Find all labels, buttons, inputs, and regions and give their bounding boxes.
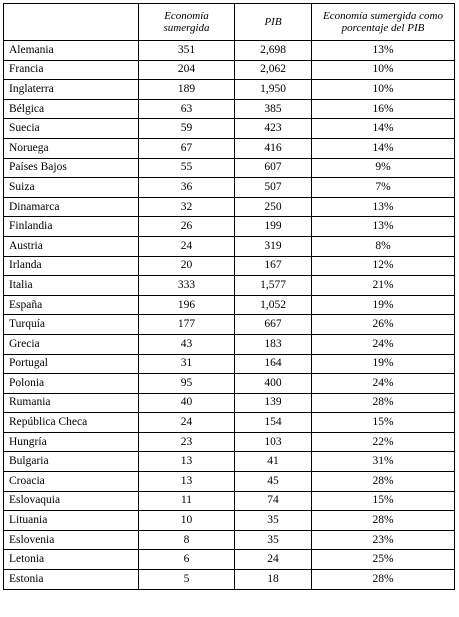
cell-percentage: 14% <box>312 138 455 158</box>
cell-gdp: 416 <box>235 138 312 158</box>
cell-shadow-economy: 24 <box>139 413 235 433</box>
cell-gdp: 45 <box>235 472 312 492</box>
cell-gdp: 1,577 <box>235 276 312 296</box>
cell-country: España <box>4 295 139 315</box>
table-row <box>4 393 455 413</box>
cell-percentage: 28% <box>312 511 455 531</box>
cell-shadow-economy: 177 <box>139 315 235 335</box>
cell-shadow-economy: 13 <box>139 472 235 492</box>
cell-shadow-economy: 31 <box>139 354 235 374</box>
cell-percentage: 15% <box>312 413 455 433</box>
table-row <box>4 432 455 452</box>
cell-country: Alemania <box>4 41 139 61</box>
cell-gdp: 507 <box>235 178 312 198</box>
table-row <box>4 374 455 394</box>
cell-country: Turquía <box>4 315 139 335</box>
cell-shadow-economy: 6 <box>139 550 235 570</box>
table-row <box>4 119 455 139</box>
cell-gdp: 385 <box>235 99 312 119</box>
table-row <box>4 570 455 590</box>
cell-percentage: 10% <box>312 80 455 100</box>
cell-shadow-economy: 40 <box>139 393 235 413</box>
table-header <box>4 4 455 41</box>
cell-shadow-economy: 36 <box>139 178 235 198</box>
cell-gdp: 250 <box>235 197 312 217</box>
table-row <box>4 530 455 550</box>
cell-gdp: 164 <box>235 354 312 374</box>
table-row <box>4 334 455 354</box>
cell-country: República Checa <box>4 413 139 433</box>
cell-shadow-economy: 11 <box>139 491 235 511</box>
cell-gdp: 103 <box>235 432 312 452</box>
cell-country: Hungría <box>4 432 139 452</box>
cell-percentage: 16% <box>312 99 455 119</box>
cell-gdp: 199 <box>235 217 312 237</box>
cell-shadow-economy: 10 <box>139 511 235 531</box>
header-shadow-economy-line2: sumergida <box>163 22 210 34</box>
table-row <box>4 158 455 178</box>
cell-country: Italia <box>4 276 139 296</box>
table-row <box>4 550 455 570</box>
cell-shadow-economy: 204 <box>139 60 235 80</box>
table-container <box>3 3 455 590</box>
cell-country: Noruega <box>4 138 139 158</box>
cell-percentage: 13% <box>312 41 455 61</box>
cell-shadow-economy: 24 <box>139 236 235 256</box>
cell-shadow-economy: 189 <box>139 80 235 100</box>
cell-percentage: 15% <box>312 491 455 511</box>
cell-country: Rumania <box>4 393 139 413</box>
cell-gdp: 1,052 <box>235 295 312 315</box>
table-row <box>4 413 455 433</box>
cell-percentage: 21% <box>312 276 455 296</box>
cell-gdp: 423 <box>235 119 312 139</box>
cell-shadow-economy: 196 <box>139 295 235 315</box>
header-row <box>4 4 455 41</box>
cell-gdp: 319 <box>235 236 312 256</box>
cell-country: Países Bajos <box>4 158 139 178</box>
header-shadow-economy <box>139 4 235 41</box>
cell-country: Irlanda <box>4 256 139 276</box>
table-row <box>4 276 455 296</box>
cell-gdp: 139 <box>235 393 312 413</box>
cell-shadow-economy: 32 <box>139 197 235 217</box>
header-gdp: PIB <box>235 4 312 41</box>
cell-country: Eslovenia <box>4 530 139 550</box>
cell-gdp: 154 <box>235 413 312 433</box>
cell-shadow-economy: 23 <box>139 432 235 452</box>
cell-gdp: 183 <box>235 334 312 354</box>
cell-gdp: 607 <box>235 158 312 178</box>
cell-percentage: 10% <box>312 60 455 80</box>
table-body <box>4 41 455 590</box>
cell-percentage: 28% <box>312 393 455 413</box>
cell-percentage: 25% <box>312 550 455 570</box>
cell-shadow-economy: 55 <box>139 158 235 178</box>
cell-country: Suecia <box>4 119 139 139</box>
cell-percentage: 13% <box>312 197 455 217</box>
cell-percentage: 23% <box>312 530 455 550</box>
table-row <box>4 217 455 237</box>
table-row <box>4 511 455 531</box>
cell-percentage: 8% <box>312 236 455 256</box>
table-row <box>4 138 455 158</box>
cell-percentage: 28% <box>312 570 455 590</box>
cell-country: Bulgaria <box>4 452 139 472</box>
cell-shadow-economy: 63 <box>139 99 235 119</box>
table-row <box>4 295 455 315</box>
cell-percentage: 19% <box>312 295 455 315</box>
cell-country: Lituania <box>4 511 139 531</box>
table-row <box>4 41 455 61</box>
table-row <box>4 315 455 335</box>
table-row <box>4 256 455 276</box>
cell-gdp: 2,698 <box>235 41 312 61</box>
cell-gdp: 18 <box>235 570 312 590</box>
cell-shadow-economy: 333 <box>139 276 235 296</box>
cell-gdp: 74 <box>235 491 312 511</box>
header-country <box>4 4 139 41</box>
table-row <box>4 452 455 472</box>
cell-gdp: 24 <box>235 550 312 570</box>
cell-percentage: 12% <box>312 256 455 276</box>
cell-gdp: 400 <box>235 374 312 394</box>
cell-percentage: 31% <box>312 452 455 472</box>
cell-country: Austria <box>4 236 139 256</box>
cell-gdp: 167 <box>235 256 312 276</box>
table-row <box>4 60 455 80</box>
cell-country: Inglaterra <box>4 80 139 100</box>
data-table <box>3 3 455 590</box>
cell-shadow-economy: 26 <box>139 217 235 237</box>
cell-percentage: 19% <box>312 354 455 374</box>
cell-percentage: 24% <box>312 374 455 394</box>
cell-percentage: 14% <box>312 119 455 139</box>
cell-country: Letonia <box>4 550 139 570</box>
table-row <box>4 178 455 198</box>
cell-shadow-economy: 351 <box>139 41 235 61</box>
table-row <box>4 80 455 100</box>
header-percentage <box>312 4 455 41</box>
cell-country: Croacia <box>4 472 139 492</box>
cell-country: Bélgica <box>4 99 139 119</box>
cell-gdp: 667 <box>235 315 312 335</box>
cell-gdp: 35 <box>235 511 312 531</box>
table-row <box>4 197 455 217</box>
cell-shadow-economy: 8 <box>139 530 235 550</box>
cell-gdp: 35 <box>235 530 312 550</box>
cell-country: Francia <box>4 60 139 80</box>
cell-shadow-economy: 95 <box>139 374 235 394</box>
cell-country: Suiza <box>4 178 139 198</box>
cell-country: Grecia <box>4 334 139 354</box>
cell-shadow-economy: 67 <box>139 138 235 158</box>
header-percentage-line2: porcentaje del PIB <box>341 22 425 34</box>
cell-country: Estonia <box>4 570 139 590</box>
cell-shadow-economy: 5 <box>139 570 235 590</box>
cell-percentage: 9% <box>312 158 455 178</box>
header-percentage-line1: Economía sumergida como <box>323 10 443 22</box>
cell-country: Polonia <box>4 374 139 394</box>
table-row <box>4 99 455 119</box>
table-row <box>4 354 455 374</box>
cell-percentage: 7% <box>312 178 455 198</box>
cell-percentage: 22% <box>312 432 455 452</box>
cell-shadow-economy: 13 <box>139 452 235 472</box>
cell-country: Finlandia <box>4 217 139 237</box>
cell-country: Dinamarca <box>4 197 139 217</box>
cell-percentage: 28% <box>312 472 455 492</box>
cell-percentage: 13% <box>312 217 455 237</box>
cell-shadow-economy: 59 <box>139 119 235 139</box>
cell-country: Portugal <box>4 354 139 374</box>
cell-shadow-economy: 43 <box>139 334 235 354</box>
cell-gdp: 41 <box>235 452 312 472</box>
cell-percentage: 24% <box>312 334 455 354</box>
cell-gdp: 2,062 <box>235 60 312 80</box>
table-row <box>4 236 455 256</box>
cell-percentage: 26% <box>312 315 455 335</box>
table-row <box>4 472 455 492</box>
cell-gdp: 1,950 <box>235 80 312 100</box>
table-row <box>4 491 455 511</box>
header-shadow-economy-line1: Economía <box>164 10 209 22</box>
cell-country: Eslovaquia <box>4 491 139 511</box>
cell-shadow-economy: 20 <box>139 256 235 276</box>
